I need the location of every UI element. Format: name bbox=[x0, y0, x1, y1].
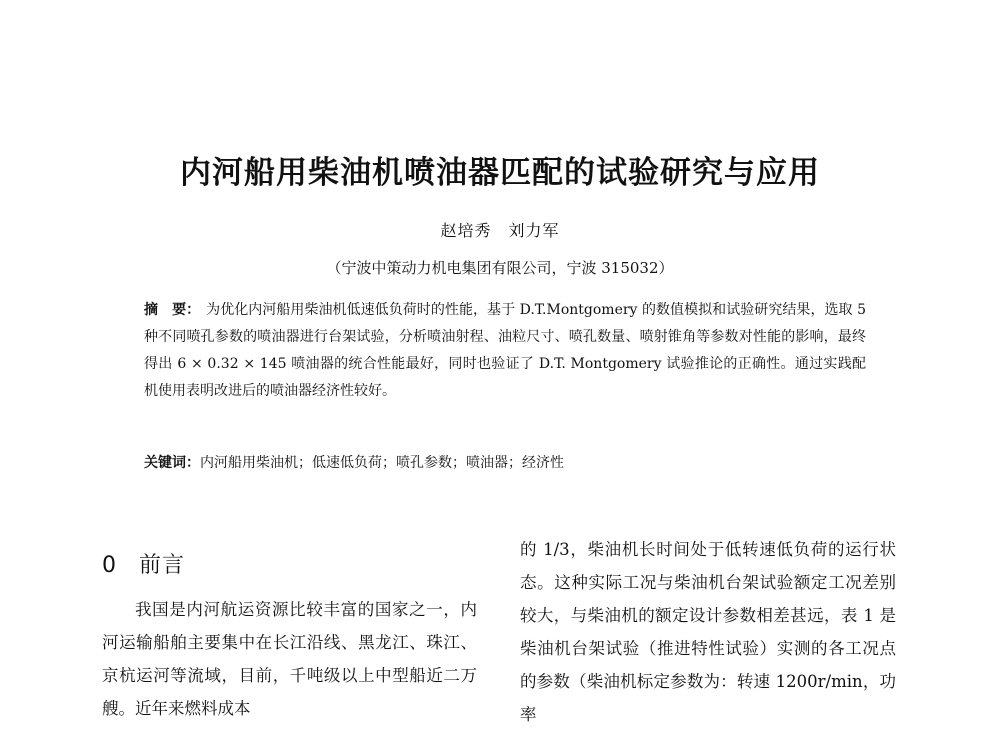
affiliation: （宁波中策动力机电集团有限公司，宁波 315032） bbox=[326, 259, 674, 277]
keywords-label: 关键词： bbox=[144, 455, 200, 471]
abstract-text: 为优化内河船用柴油机低速低负荷时的性能，基于 D.T.Montgomery 的数值模拟和试验研究结果，选取 5 种不同喷孔参数的喷油器进行台架试验，分析喷油射程、油粒尺寸、喷孔数量、喷射锥角等参数对性能的影响，最终得出 6 × 0.32 × 145 喷油器的统合性能最好，同时也验证了 D.T. Montgomery 试验推论的正确性。通过实践配机使用表明改进后的喷油器经济性较好。 bbox=[144, 302, 866, 399]
abstract-label: 摘 要： bbox=[144, 302, 201, 318]
right-column-paragraph: 的 1/3，柴油机长时间处于低转速低负荷的运行状态。这种实际工况与柴油机台架试验额定工况差别较大，与柴油机的额定设计参数相差甚远，表 1 是柴油机台架试验（推进特性试验）实测的各工况点的参数（柴油机标定参数为：转速 1200r/min，功率 bbox=[520, 540, 896, 724]
keywords-text: 内河船用柴油机；低速低负荷；喷孔参数；喷油器；经济性 bbox=[200, 455, 564, 471]
left-column-paragraph: 我国是内河航运资源比较丰富的国家之一，内河运输船舶主要集中在长江沿线、黑龙江、珠江、京杭运河等流域，目前，千吨级以上中型船近二万艘。近年来燃料成本 bbox=[102, 600, 477, 718]
section-heading bbox=[102, 548, 477, 579]
section-number: 0 bbox=[102, 553, 117, 578]
left-column bbox=[102, 548, 477, 725]
keywords bbox=[144, 452, 866, 472]
right-column bbox=[520, 533, 896, 731]
abstract bbox=[144, 297, 866, 405]
section-title: 前言 bbox=[139, 553, 186, 578]
authors: 赵培秀 刘力军 bbox=[440, 221, 560, 240]
paper-title: 内河船用柴油机喷油器匹配的试验研究与应用 bbox=[180, 155, 820, 191]
